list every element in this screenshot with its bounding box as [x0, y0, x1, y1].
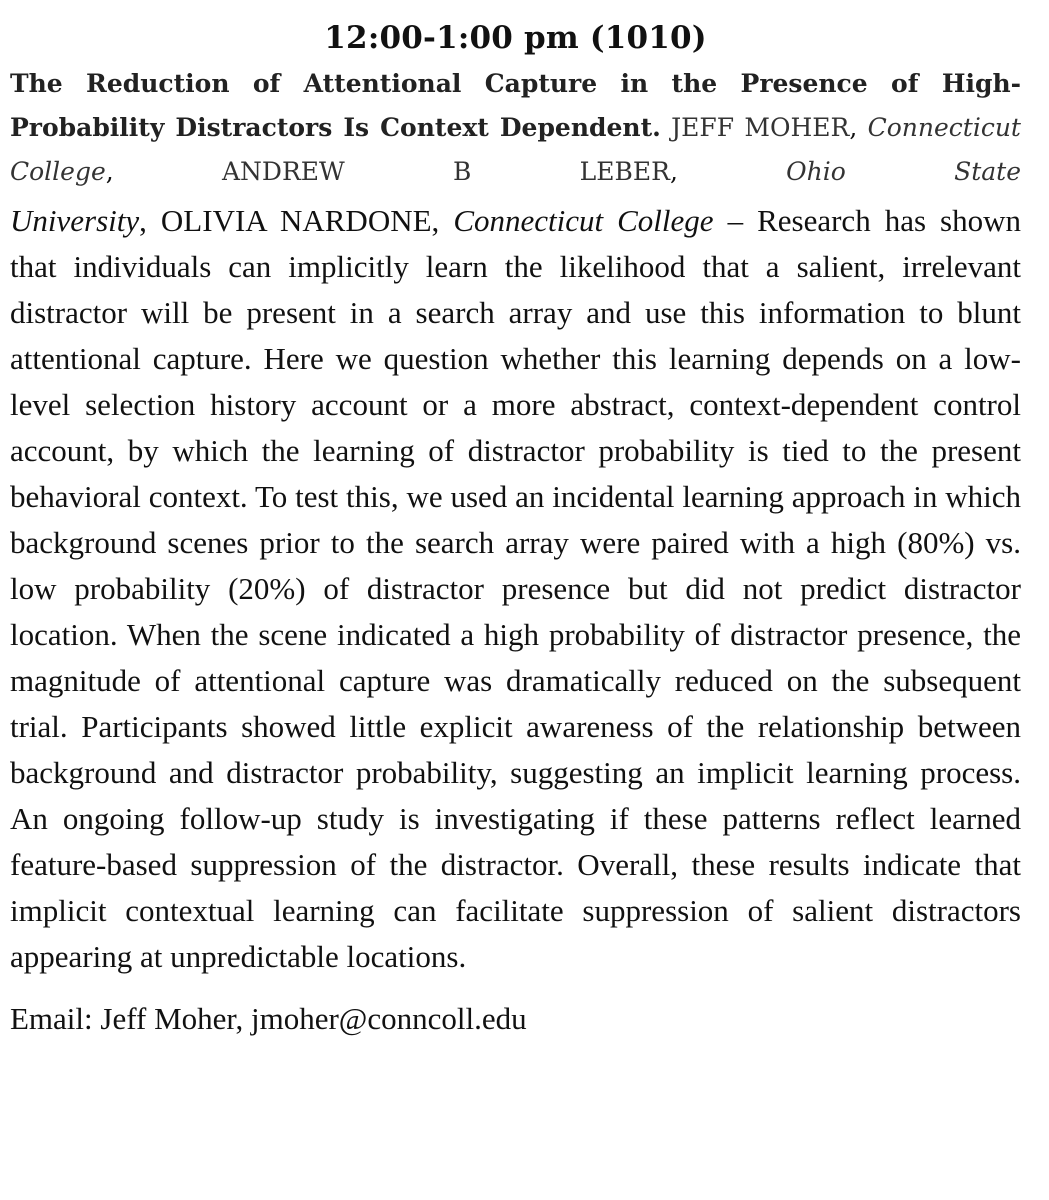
author-name-2: ANDREW B LEBER: [221, 157, 670, 186]
abstract-body: University, OLIVIA NARDONE, Connecticut College – Research has shown that individuals can implicitly learn the likelihood that a salient, irrelevant distractor will be present in a search array and use this information to blunt attentional capture. Here we question whether this learning depends on a low-level selection history account or a more abstract, context-dependent control account, by which the learning of distractor probability is tied to the present behavioral context. To test this, we used an incidental learning approach in which background scenes prior to the search array were paired with a high (80%) vs. low probability (20%) of distractor presence but did not predict distractor location. When the scene indicated a high probability of distractor presence, the magnitude of attentional capture was dramatically reduced on the subsequent trial. Participants showed little explicit awareness of the relationship between background and distractor probability, suggesting an implicit learning process. An ongoing follow-up study is investigating if these patterns reflect learned feature-based suppression of the distractor. Overall, these results indicate that implicit contextual learning can facilitate suppression of salient distractors appearing at unpredictable locations.: [10, 203, 1022, 974]
abstract-title: The Reduction of Attentional Capture in the Presence of High-Probability Distractors Is Context Dependent.: [10, 69, 1021, 142]
author-body-separator: –: [713, 203, 758, 238]
email-label: Email:: [10, 1001, 93, 1036]
author-affiliation-3: Connecticut College: [453, 203, 714, 238]
abstract-body-text: Research has shown that individuals can implicitly learn the likelihood that a salient, irrelevant distractor will be present in a search array and use this information to blunt attentional capture. Here we question whether this learning depends on a low-level selection history account or a more abstract, context-dependent control account, by which the learning of distractor probability is tied to the present behavioral context. To test this, we used an incidental learning approach in which background scenes prior to the search array were paired with a high (80%) vs. low probability (20%) of distractor presence but did not predict distractor location. When the scene indicated a high probability of distractor presence, the magnitude of attentional capture was dramatically reduced on the subsequent trial. Participants showed little explicit awareness of the relationship between background and distractor probability, suggesting an implicit learning process. An ongoing follow-up study is investigating if these patterns reflect learned feature-based suppression of the distractor. Overall, these results indicate that implicit contextual learning can facilitate suppression of salient distractors appearing at unpredictable locations.: [10, 203, 1022, 974]
author-name-3: OLIVIA NARDONE: [160, 203, 432, 238]
author-affiliation-1: Connecticut College: [10, 113, 1021, 186]
contact-email-line: [10, 996, 1021, 1042]
abstract-title-block: The Reduction of Attentional Capture in the Presence of High-Probability Distractors Is Context Dependent. JEFF MOHER, Connecticut College, ANDREW B LEBER, Ohio State: [10, 69, 1021, 186]
email-value: Jeff Moher, jmoher@conncoll.edu: [100, 1001, 527, 1036]
author-name-1: JEFF MOHER: [671, 113, 850, 142]
author-affiliation-2-part-1: Ohio State: [786, 157, 1021, 186]
session-time-heading: 12:00-1:00 pm (1010): [324, 20, 707, 56]
author-affiliation-2-part-2: University: [10, 203, 140, 238]
